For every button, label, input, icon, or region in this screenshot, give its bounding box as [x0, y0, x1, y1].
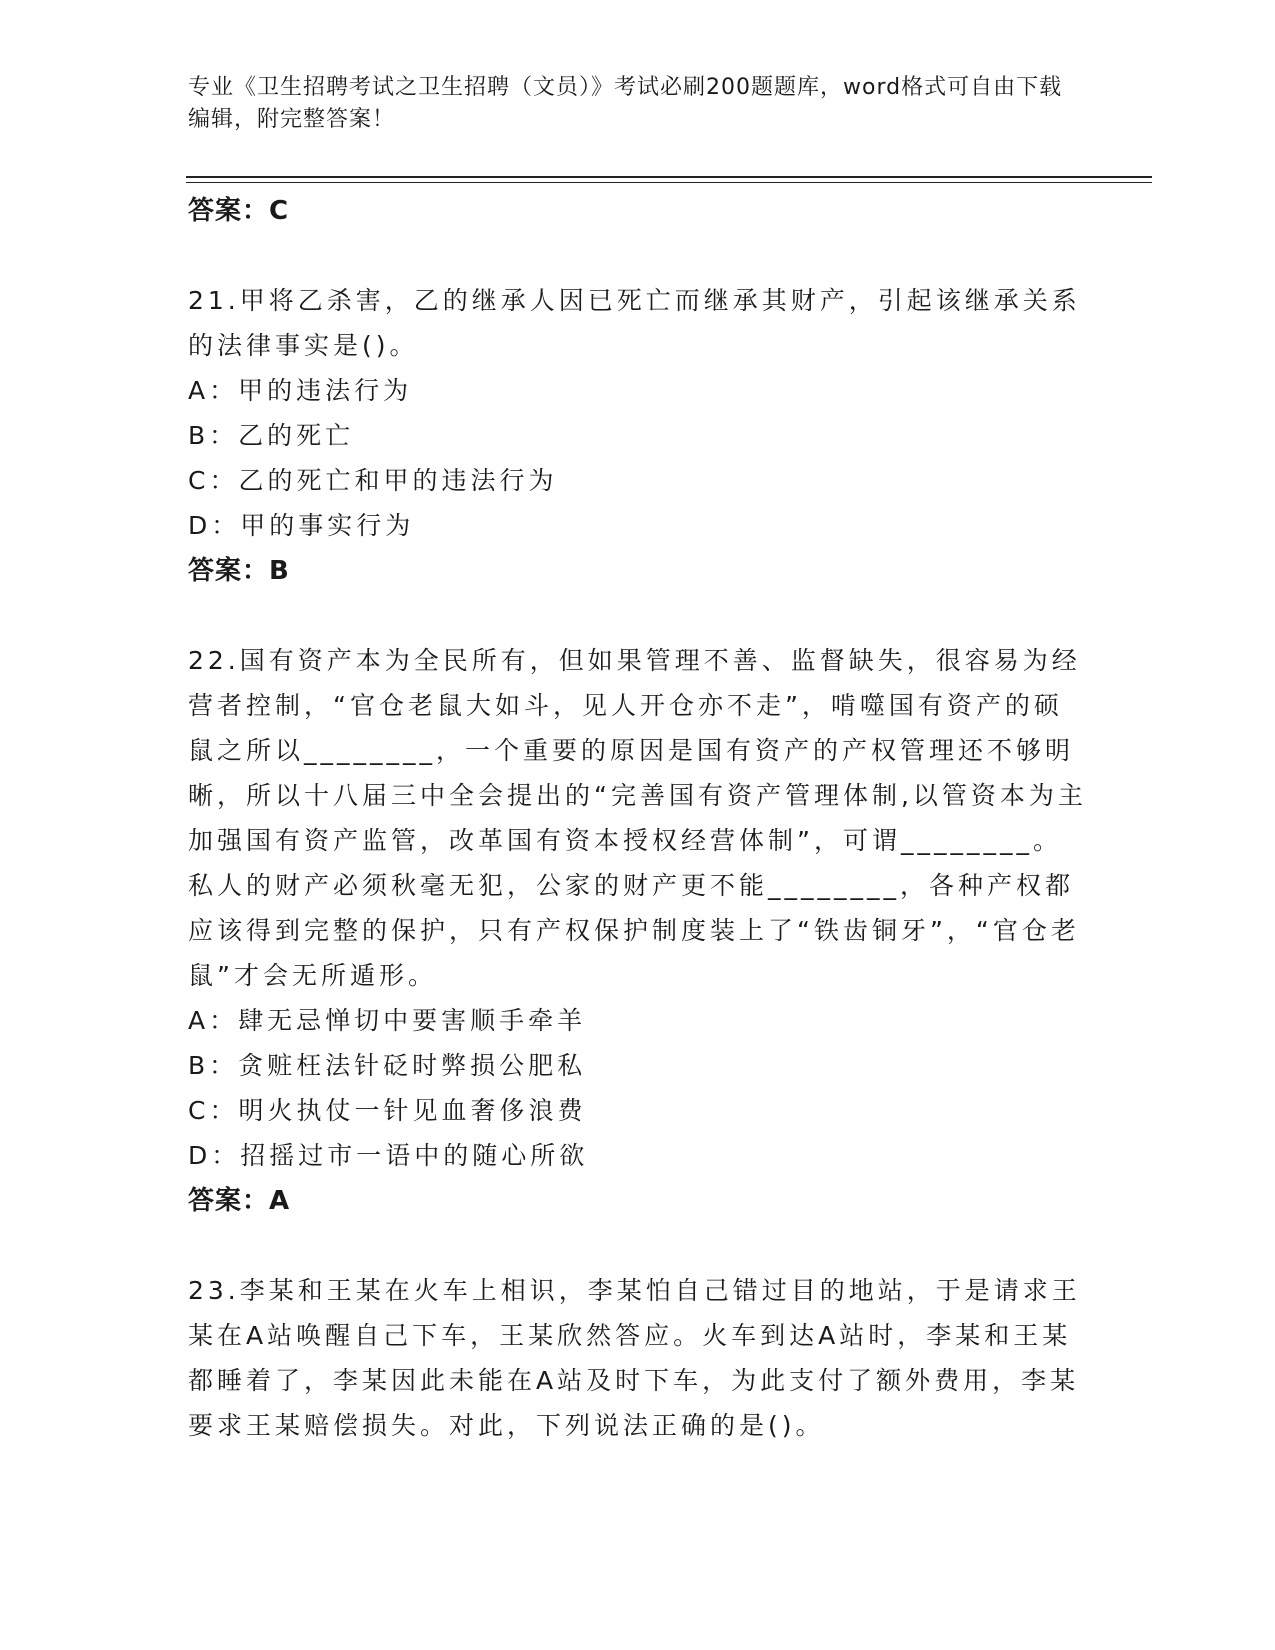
question-text: 23.李某和王某在火车上相识，李某怕自己错过目的地站，于是请求王某在A站唤醒自己下车，王某欣然答应。火车到达A站时，李某和王某都睡着了，李某因此未能在A站及时下车，为此支付了额外费用，李某要求王某赔偿损失。对此，下列说法正确的是()。: [188, 1276, 1081, 1440]
answer-line: 答案：B: [188, 556, 290, 586]
document-header: 专业《卫生招聘考试之卫生招聘（文员）》考试必刷200题题库，word格式可自由下载编辑，附完整答案！: [188, 75, 1063, 132]
answer-line: 答案：A: [188, 1186, 291, 1216]
question-block: [188, 1268, 1088, 1448]
option-b: B：贪赃枉法针砭时弊损公肥私: [188, 1051, 587, 1080]
question-text: 21.甲将乙杀害，乙的继承人因已死亡而继承其财产，引起该继承关系的法律事实是()。: [188, 286, 1081, 360]
header-divider: [186, 176, 1152, 183]
option-a: A：肆无忌惮切中要害顺手牵羊: [188, 1006, 587, 1035]
spacer: [188, 1224, 1088, 1268]
question-text: 22.国有资产本为全民所有，但如果管理不善、监督缺失，很容易为经营者控制，“官仓老鼠大如斗，见人开仓亦不走”，啃噬国有资产的硕鼠之所以________，一个重要的原因是国有资产的产权管理还不够明晰，所以十八届三中全会提出的“完善国有资产管理体制,以管资本为主加强国有资产监管，改革国有资本授权经营体制”，可谓________。私人的财产必须秋毫无犯，公家的财产更不能________，各种产权都应该得到完整的保护，只有产权保护制度装上了“铁齿铜牙”，“官仓老鼠”才会无所遁形。: [188, 646, 1087, 990]
spacer: [188, 594, 1088, 638]
option-a: A：甲的违法行为: [188, 376, 413, 405]
document-body: [188, 188, 1088, 1448]
option-c: C：乙的死亡和甲的违法行为: [188, 466, 558, 495]
option-c: C：明火执仗一针见血奢侈浪费: [188, 1096, 587, 1125]
question-block: [188, 278, 1088, 594]
option-d: D：甲的事实行为: [188, 511, 415, 540]
option-d: D：招摇过市一语中的随心所欲: [188, 1141, 589, 1170]
option-b: B：乙的死亡: [188, 421, 355, 450]
answer-line: 答案：C: [188, 196, 290, 226]
spacer: [188, 234, 1088, 278]
question-block: [188, 638, 1088, 1224]
